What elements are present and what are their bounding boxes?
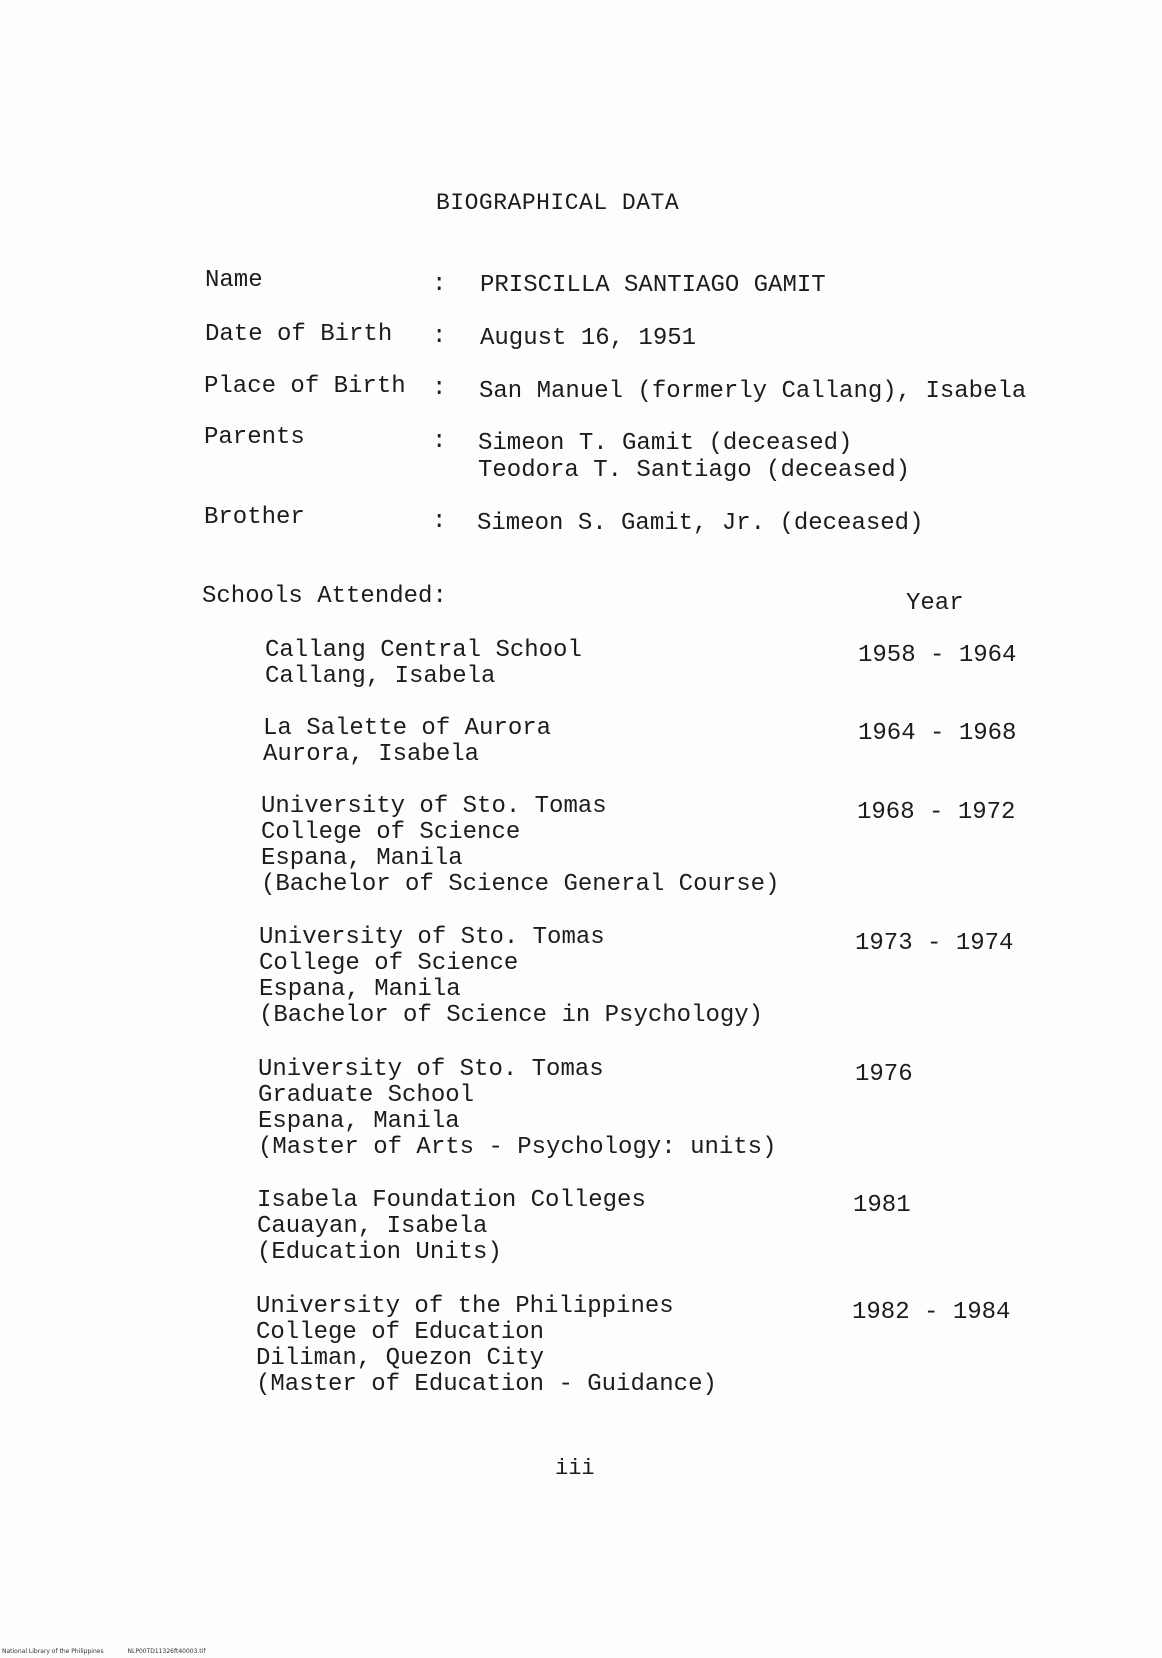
school-entry xyxy=(263,716,551,768)
name-label: Name xyxy=(205,267,263,294)
school-line: University of Sto. Tomas xyxy=(261,793,607,820)
school-line: University of Sto. Tomas xyxy=(259,924,605,951)
school-year: 1973 - 1974 xyxy=(855,930,1014,957)
school-year: 1981 xyxy=(853,1192,911,1219)
school-line: Graduate School xyxy=(258,1082,475,1109)
school-line: (Master of Arts - Psychology: units) xyxy=(258,1134,777,1161)
school-line: Callang Central School xyxy=(265,637,582,664)
school-line: Espana, Manila xyxy=(261,845,463,872)
scan-footer xyxy=(2,1648,205,1655)
school-line: Callang, Isabela xyxy=(265,663,496,690)
page-number: iii xyxy=(555,1456,595,1481)
school-entry xyxy=(258,1057,776,1161)
school-line: (Bachelor of Science in Psychology) xyxy=(259,1002,764,1029)
date-of-birth-label: Date of Birth xyxy=(205,321,393,348)
school-line: (Master of Education - Guidance) xyxy=(256,1371,717,1398)
parents-value-mother: Teodora T. Santiago (deceased) xyxy=(478,457,911,484)
school-year: 1982 - 1984 xyxy=(852,1299,1011,1326)
school-line: La Salette of Aurora xyxy=(263,715,552,742)
place-of-birth-label: Place of Birth xyxy=(204,373,406,400)
school-line: (Education Units) xyxy=(257,1239,502,1266)
date-of-birth-separator: : xyxy=(432,323,447,350)
school-line: College of Education xyxy=(256,1319,545,1346)
school-entry xyxy=(261,794,779,898)
school-year: 1964 - 1968 xyxy=(858,720,1017,747)
brother-label: Brother xyxy=(204,504,305,531)
school-entry xyxy=(257,1188,646,1266)
school-line: University of Sto. Tomas xyxy=(258,1056,604,1083)
school-line: Aurora, Isabela xyxy=(263,741,480,768)
school-line: Espana, Manila xyxy=(258,1108,460,1135)
footer-file-id: NLP00TD11326ft40003.tif xyxy=(127,1648,206,1655)
school-entry xyxy=(265,638,582,690)
place-of-birth-separator: : xyxy=(432,375,447,402)
year-column-heading: Year xyxy=(906,590,964,617)
school-year: 1976 xyxy=(855,1061,913,1088)
school-line: (Bachelor of Science General Course) xyxy=(261,871,780,898)
school-line: College of Science xyxy=(259,950,519,977)
school-entry xyxy=(259,925,763,1029)
school-line: Diliman, Quezon City xyxy=(256,1345,545,1372)
date-of-birth-value: August 16, 1951 xyxy=(480,325,697,352)
school-line: College of Science xyxy=(261,819,521,846)
school-year: 1968 - 1972 xyxy=(857,799,1016,826)
school-year: 1958 - 1964 xyxy=(858,642,1017,669)
school-line: Espana, Manila xyxy=(259,976,461,1003)
brother-value: Simeon S. Gamit, Jr. (deceased) xyxy=(477,510,924,537)
footer-library-name: National Library of the Philippines xyxy=(2,1648,104,1655)
name-separator: : xyxy=(432,271,447,298)
parents-separator: : xyxy=(432,428,447,455)
name-value: PRISCILLA SANTIAGO GAMIT xyxy=(480,272,826,299)
school-line: University of the Philippines xyxy=(256,1293,674,1320)
school-line: Cauayan, Isabela xyxy=(257,1213,488,1240)
brother-separator: : xyxy=(432,508,447,535)
place-of-birth-value: San Manuel (formerly Callang), Isabela xyxy=(479,378,1027,405)
school-line: Isabela Foundation Colleges xyxy=(257,1187,646,1214)
parents-value-father: Simeon T. Gamit (deceased) xyxy=(478,430,853,457)
school-entry xyxy=(256,1294,717,1398)
document-title: BIOGRAPHICAL DATA xyxy=(436,190,680,216)
schools-attended-heading: Schools Attended: xyxy=(202,583,447,610)
parents-label: Parents xyxy=(204,424,305,451)
